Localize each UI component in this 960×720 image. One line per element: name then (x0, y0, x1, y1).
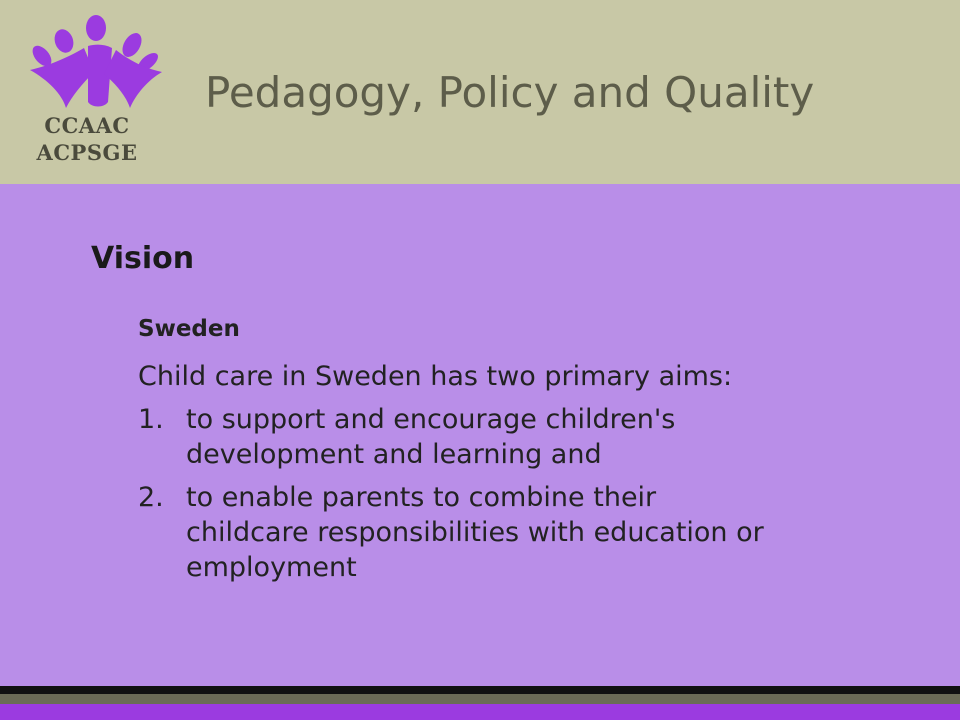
logo-text-acpsge: ACPSGE (36, 140, 138, 165)
footer-divider-black (0, 686, 960, 694)
footer-divider-olive (0, 694, 960, 704)
section-heading: Vision (91, 241, 195, 276)
list-item (138, 402, 778, 472)
intro-paragraph: Child care in Sweden has two primary aims: (138, 361, 733, 392)
logo (22, 10, 172, 180)
list-number: 1. (138, 404, 164, 435)
list-number: 2. (138, 482, 164, 513)
list-text: to enable parents to combine their childcare responsibilities with education or employment (186, 482, 764, 583)
country-label: Sweden (138, 316, 240, 342)
logo-text-ccaac: CCAAC (44, 113, 130, 138)
footer-divider-purple (0, 704, 960, 720)
content-body (138, 312, 778, 593)
list-item (138, 480, 778, 585)
page-title: Pedagogy, Policy and Quality (205, 68, 815, 117)
header-band (0, 0, 960, 184)
children-figures-logo-icon (22, 10, 172, 120)
list-text: to support and encourage children's development and learning and (186, 404, 676, 470)
